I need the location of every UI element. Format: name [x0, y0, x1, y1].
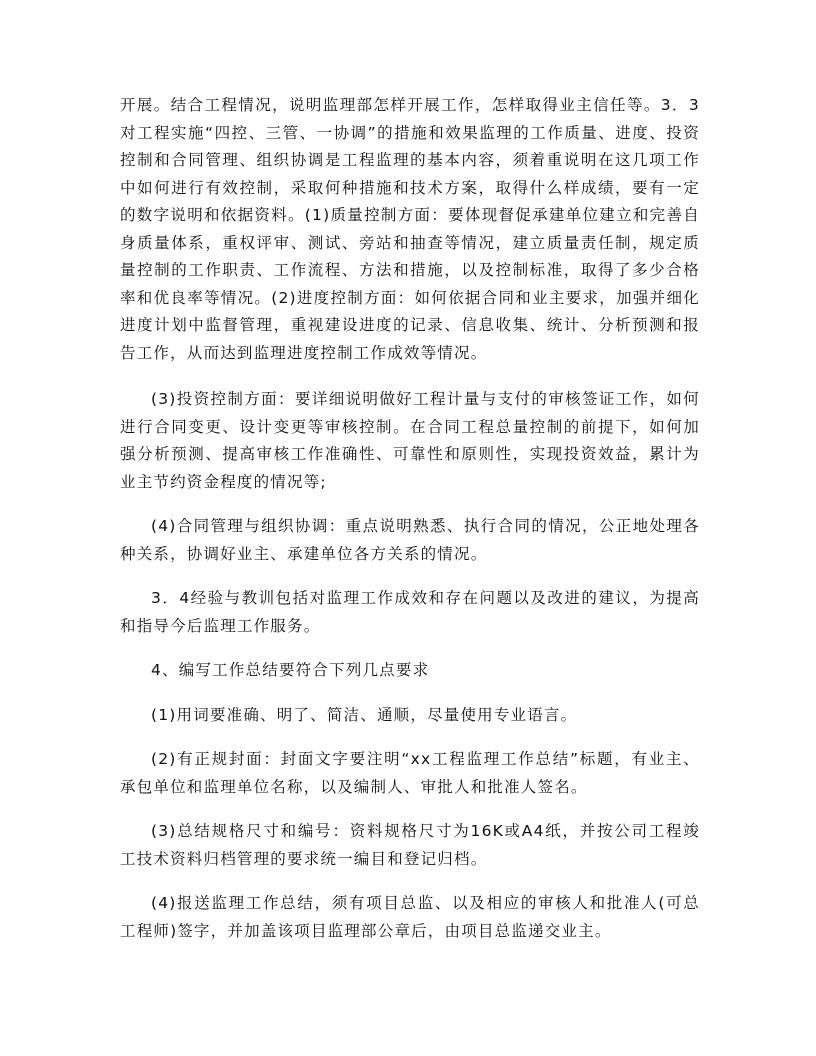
paragraph-requirement-1: (1)用词要准确、明了、简洁、通顺，尽量使用专业语言。 — [151, 705, 578, 724]
paragraph-investment-control: (3)投资控制方面：要详细说明做好工程计量与支付的审核签证工作，如何进行合同变更、设计变更等审核控制。在合同工程总量控制的前提下，如何加强分析预测、提高审核工作准确性、可靠性和原则性，实现投资效益，累计为业主节约资金程度的情况等; — [120, 390, 700, 491]
paragraph-requirement-4: (4)报送监理工作总结，须有项目总监、以及相应的审核人和批准人(可总工程师)签字，并加盖该项目监理部公章后，由项目总监递交业主。 — [120, 894, 700, 940]
paragraph-requirements-heading: 4、编写工作总结要符合下列几点要求 — [151, 661, 430, 679]
paragraph-experience-lessons: 3．4经验与教训包括对监理工作成效和存在问题以及改进的建议，为提高和指导今后监理工作服务。 — [120, 589, 700, 635]
document-page — [120, 92, 700, 962]
paragraph-requirement-2: (2)有正规封面：封面文字要注明“xx工程监理工作总结”标题，有业主、承包单位和监理单位名称，以及编制人、审批人和批准人签名。 — [120, 750, 700, 796]
paragraph-intro: 开展。结合工程情况，说明监理部怎样开展工作，怎样取得业主信任等。3．3对工程实施“四控、三管、一协调”的措施和效果监理的工作质量、进度、投资控制和合同管理、组织协调是工程监理的基本内容，须着重说明在这几项工作中如何进行有效控制，采取何种措施和技术方案，取得什么样成绩，要有一定的数字说明和依据资料。(1)质量控制方面：要体现督促承建单位建立和完善自身质量体系，重权评审、测试、旁站和抽查等情况，建立质量责任制，规定质量控制的工作职责、工作流程、方法和措施，以及控制标准，取得了多少合格率和优良率等情况。(2)进度控制方面：如何依据合同和业主要求，加强并细化进度计划中监督管理，重视建设进度的记录、信息收集、统计、分析预测和报告工作，从而达到监理进度控制工作成效等情况。 — [120, 96, 700, 362]
paragraph-requirement-3: (3)总结规格尺寸和编号：资料规格尺寸为16K或A4纸，并按公司工程竣工技术资料归档管理的要求统一编目和登记归档。 — [120, 822, 700, 868]
paragraph-contract-management: (4)合同管理与组织协调：重点说明熟悉、执行合同的情况，公正地处理各种关系，协调好业主、承建单位各方关系的情况。 — [120, 517, 700, 563]
